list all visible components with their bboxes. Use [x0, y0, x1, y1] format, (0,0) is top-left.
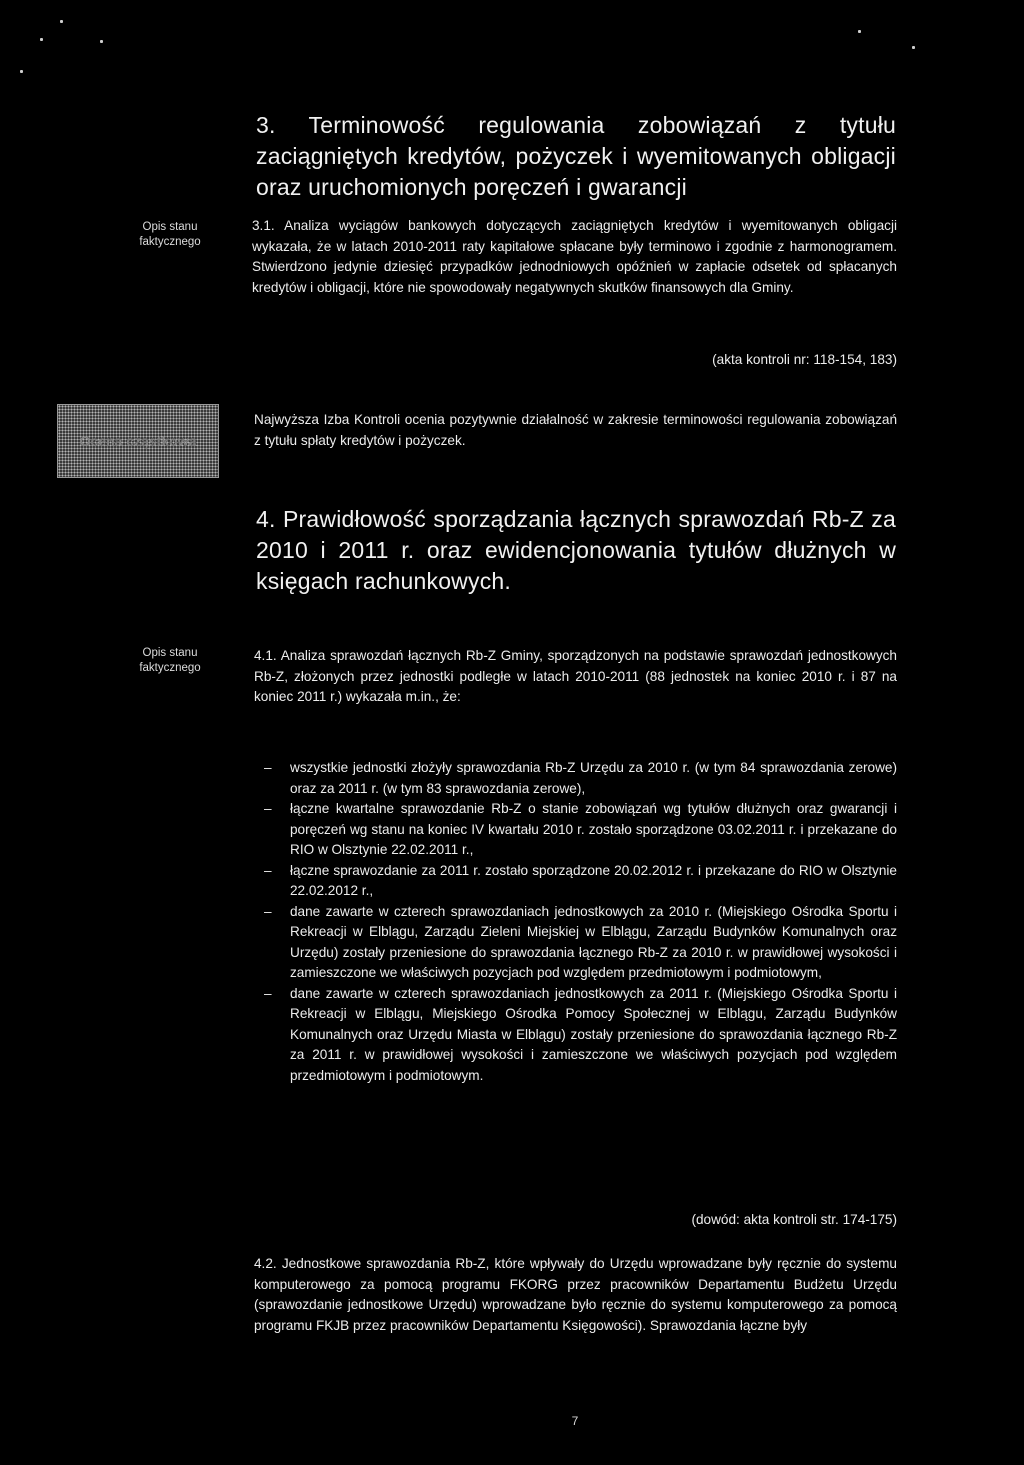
list-item — [258, 799, 897, 861]
assessment-label: Ocena cząstkowa — [79, 433, 197, 449]
dash-marker: – — [264, 862, 272, 878]
page-number: 7 — [571, 1414, 579, 1428]
side-label-opis-stanu: Opis stanu faktycznego — [139, 221, 201, 248]
dash-marker: – — [264, 801, 272, 816]
assessment-label-box — [57, 404, 219, 478]
paragraph-4-2: 4.2. Jednostkowe sprawozdania Rb-Z, które wpływały do Urzędu wprowadzane były ręcznie do systemu komputerowego za pomocą programu FKORG przez pracowników Departamentu Budżetu Urzędu (sprawozdanie jednostkowe Urzędu) wprowadzane było ręcznie do systemu komputerowego za pomocą programu FKJB przez pracowników Departamentu Księgowości). Sprawozdania łączne były — [254, 1256, 897, 1333]
dash-marker: – — [264, 760, 272, 775]
paragraph-3-1: 3.1. Analiza wyciągów bankowych dotyczących zaciągniętych kredytów i wyemitowanych obligacji wykazała, że w latach 2010-2011 raty kapitałowe spłacane były terminowo i zgodnie z harmonogramem. Stwierdzono jedynie dziesięć przypadków jednodniowych opóźnień w zapłacie odsetek od spłacanych kredytów i obligacji, które nie spowodowały negatywnych skutków finansowych dla Gminy. — [252, 218, 897, 295]
section-4-heading: 4. Prawidłowość sporządzania łącznych sprawozdań Rb-Z za 2010 i 2011 r. oraz ewidencjonowania tytułów dłużnych w księgach rachunkowych. — [256, 506, 896, 594]
list-item — [258, 758, 897, 799]
section-3-heading: 3. Terminowość regulowania zobowiązań z tytułu zaciągniętych kredytów, pożyczek i wyemitowanych obligacji oraz uruchomionych poręczeń i gwarancji — [256, 112, 896, 200]
dash-marker: – — [264, 985, 272, 1001]
list-item-text: dane zawarte w czterech sprawozdaniach jednostkowych za 2011 r. (Miejskiego Ośrodka Sportu i Rekreacji w Elblągu, Miejskiego Ośrodka Pomocy Społecznej w Elblągu, Zarządu Budynków Komunalnych oraz Urzędu Miasta w Elblągu) zostały przeniesione do sprawozdania łącznego Rb-Z za 2011 r. w prawidłowej wysokości i zamieszczone we właściwych pozycjach pod względem przedmiotowym i podmiotowym. — [290, 985, 897, 1083]
dash-marker: – — [264, 903, 272, 919]
assessment-text: Najwyższa Izba Kontroli ocenia pozytywnie działalność w zakresie terminowości regulowania zobowiązań z tytułu spłaty kredytów i pożyczek. — [254, 412, 897, 448]
evidence-reference: (dowód: akta kontroli str. 174-175) — [691, 1212, 897, 1227]
evidence-reference: (akta kontroli nr: 118-154, 183) — [712, 352, 897, 367]
list-item-text: łączne kwartalne sprawozdanie Rb-Z o stanie zobowiązań wg tytułów dłużnych oraz gwarancji i poręczeń wg stanu na koniec IV kwartału 2010 r. zostało sporządzone 03.02.2011 r. i przekazane do RIO w Olsztynie 22.02.2011 r., — [290, 801, 897, 857]
scan-speck — [60, 20, 63, 23]
scan-speck — [100, 40, 103, 43]
scan-speck — [912, 46, 915, 49]
list-item — [258, 902, 897, 984]
paragraph-4-1: 4.1. Analiza sprawozdań łącznych Rb-Z Gminy, sporządzonych na podstawie sprawozdań jednostkowych Rb-Z, złożonych przez jednostki podległe w latach 2010-2011 (88 jednostek na koniec 2010 r. i 87 na koniec 2011 r.) wykazała m.in., że: — [254, 648, 897, 704]
list-item-text: dane zawarte w czterech sprawozdaniach jednostkowych za 2010 r. (Miejskiego Ośrodka Sportu i Rekreacji w Elblągu, Zarządu Zieleni Miejskiej w Elblągu, Zarządu Budynków Komunalnych oraz Urzędu) zostały przeniesione do sprawozdania łącznego Rb-Z za 2010 r. w prawidłowej wysokości i zamieszczone we właściwych pozycjach pod względem przedmiotowym i podmiotowym, — [290, 903, 897, 980]
side-label-opis-stanu: Opis stanu faktycznego — [139, 647, 201, 674]
scan-speck — [40, 38, 43, 41]
scan-speck — [858, 30, 861, 33]
list-item-text: łączne sprawozdanie za 2011 r. zostało sporządzone 20.02.2012 r. i przekazane do RIO w Olsztynie 22.02.2012 r., — [290, 862, 897, 898]
list-item — [258, 861, 897, 902]
list-item — [258, 984, 897, 1087]
findings-list — [258, 758, 897, 1086]
scan-speck — [20, 70, 23, 73]
list-item-text: wszystkie jednostki złożyły sprawozdania Rb-Z Urzędu za 2010 r. (w tym 84 sprawozdania zerowe) oraz za 2011 r. (w tym 83 sprawozdania zerowe), — [290, 760, 897, 796]
